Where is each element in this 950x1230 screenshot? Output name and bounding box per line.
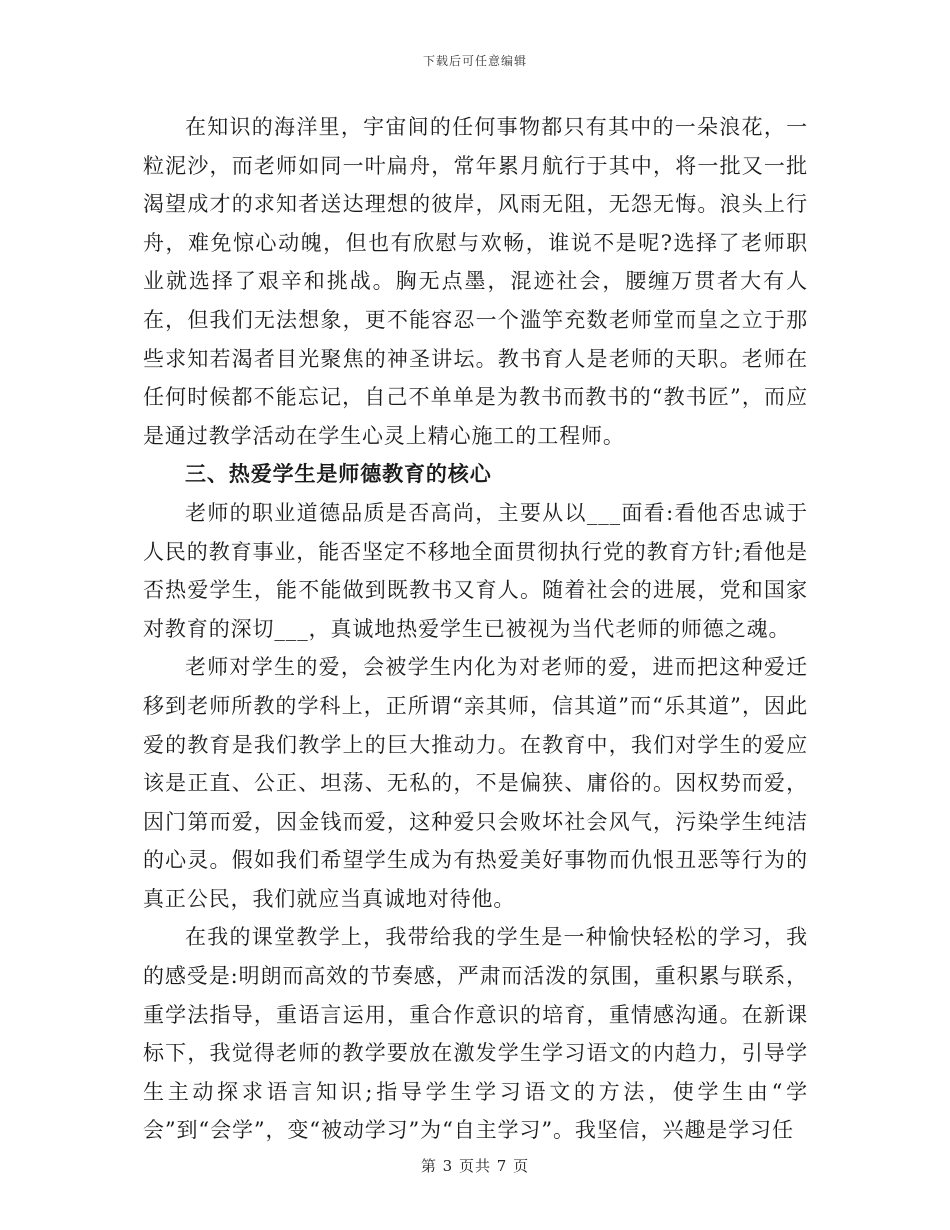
section-heading: 三、热爱学生是师德教育的核心 (185, 461, 492, 487)
body-paragraph: 在我的课堂教学上，我带给我的学生是一种愉快轻松的学习，我的感受是:明朗而高效的节奏感，严肃而活泼的氛围，重积累与联系，重学法指导，重语言运用，重合作意识的培育，重情感沟通。在新课标下，我觉得老师的教学要放在激发学生学习语文的内趋力，引导学生主动探求语言知识;指导学生学习语文的方法，使学生由“学会”到“会学”，变“被动学习”为“自主学习”。我坚信，兴趣是学习任 (143, 925, 808, 1143)
body-paragraph: 在知识的海洋里，宇宙间的任何事物都只有其中的一朵浪花，一粒泥沙，而老师如同一叶扁舟，常年累月航行于其中，将一批又一批渴望成才的求知者送达理想的彼岸，风雨无阻，无怨无悔。浪头上行舟，难免惊心动魄，但也有欣慰与欢畅，谁说不是呢?选择了老师职业就选择了艰辛和挑战。胸无点墨，混迹社会，腰缠万贯者大有人在，但我们无法想象，更不能容忍一个滥竽充数老师堂而皇之立于那些求知若渴者目光聚焦的神圣讲坛。教书育人是老师的天职。老师在任何时候都不能忘记，自己不单单是为教书而教书的“教书匠”，而应是通过教学活动在学生心灵上精心施工的工程师。 (143, 115, 808, 448)
page-number: 第 3 页共 7 页 (420, 1157, 530, 1175)
body-paragraph: 老师对学生的爱，会被学生内化为对老师的爱，进而把这种爱迁移到老师所教的学科上，正所谓“亲其师，信其道”而“乐其道”，因此爱的教育是我们教学上的巨大推动力。在教育中，我们对学生的爱应该是正直、公正、坦荡、无私的，不是偏狭、庸俗的。因权势而爱，因门第而爱，因金钱而爱，这种爱只会败坏社会风气，污染学生纯洁的心灵。假如我们希望学生成为有热爱美好事物而仇恨丑恶等行为的真正公民，我们就应当真诚地对待他。 (143, 655, 808, 911)
body-paragraph: 老师的职业道德品质是否高尚，主要从以___面看:看他否忠诚于人民的教育事业，能否坚定不移地全面贯彻执行党的教育方针;看他是否热爱学生，能不能做到既教书又育人。随着社会的进展，党和国家对教育的深切___，真诚地热爱学生已被视为当代老师的师德之魂。 (143, 500, 808, 641)
page-header: 下载后可任意编辑 (422, 54, 527, 68)
document-body (143, 108, 808, 1150)
